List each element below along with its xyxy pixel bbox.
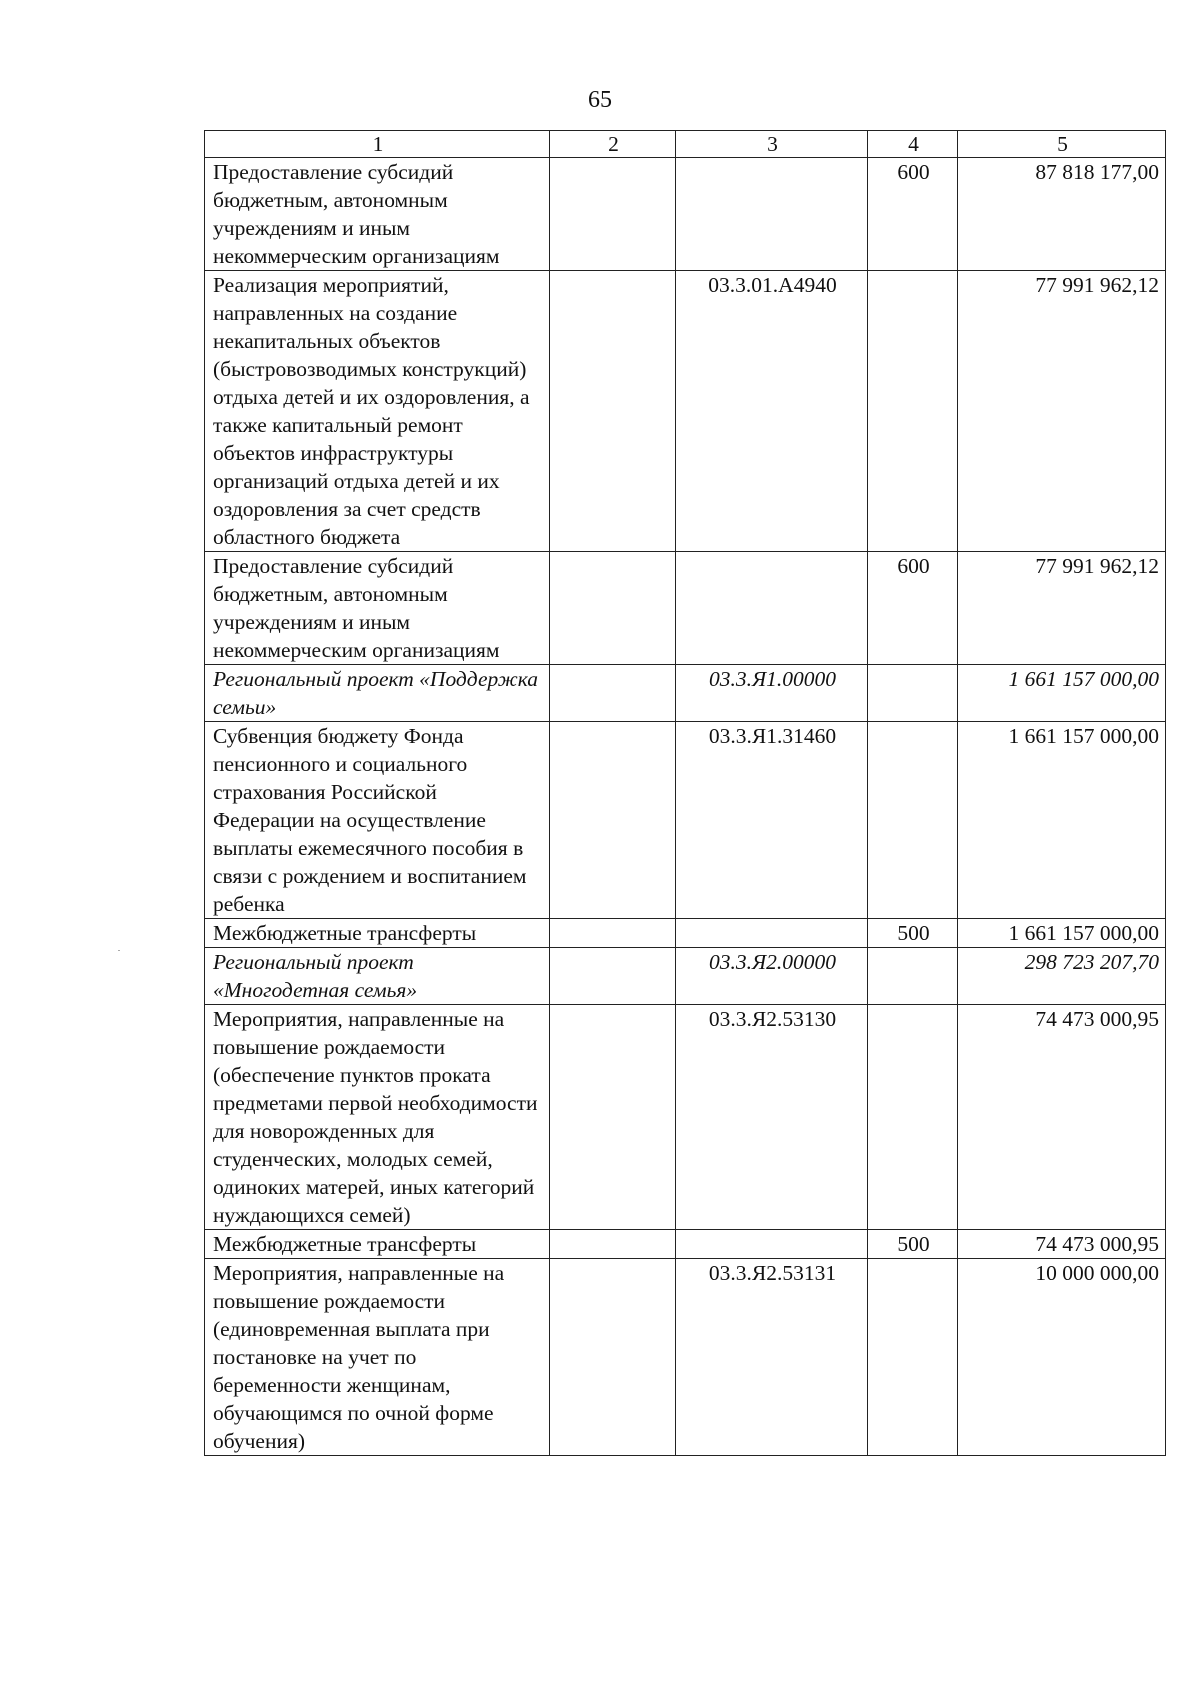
- row-name: Региональный проект «Поддержка семьи»: [205, 665, 550, 722]
- row-amount: 1 661 157 000,00: [958, 722, 1166, 919]
- row-code: 03.3.Я1.00000: [676, 665, 868, 722]
- row-code: 03.3.Я2.53130: [676, 1005, 868, 1230]
- row-col2: [550, 919, 676, 948]
- table-row: [205, 271, 1166, 552]
- table-row: [205, 919, 1166, 948]
- row-name: Межбюджетные трансферты: [205, 1230, 550, 1259]
- row-col2: [550, 1259, 676, 1456]
- row-name: Региональный проект «Многодетная семья»: [205, 948, 550, 1005]
- row-name: Межбюджетные трансферты: [205, 919, 550, 948]
- table-row: [205, 1230, 1166, 1259]
- row-code: [676, 919, 868, 948]
- row-type: [868, 271, 958, 552]
- row-name: Мероприятия, направленные на повышение рождаемости (единовременная выплата при постановке на учет по беременности женщинам, обучающимся по очной форме обучения): [205, 1259, 550, 1456]
- row-type: [868, 1005, 958, 1230]
- table-body: [205, 158, 1166, 1456]
- row-type: 600: [868, 158, 958, 271]
- row-code: 03.3.Я2.53131: [676, 1259, 868, 1456]
- row-col2: [550, 158, 676, 271]
- row-amount: 74 473 000,95: [958, 1230, 1166, 1259]
- row-type: 600: [868, 552, 958, 665]
- row-type: 500: [868, 919, 958, 948]
- table-header-row: [205, 131, 1166, 158]
- row-col2: [550, 1005, 676, 1230]
- row-code: 03.3.Я2.00000: [676, 948, 868, 1005]
- row-type: [868, 1259, 958, 1456]
- row-code: 03.3.Я1.31460: [676, 722, 868, 919]
- row-col2: [550, 665, 676, 722]
- row-amount: 87 818 177,00: [958, 158, 1166, 271]
- row-col2: [550, 1230, 676, 1259]
- column-header-2: 2: [550, 131, 676, 158]
- row-col2: [550, 722, 676, 919]
- row-col2: [550, 948, 676, 1005]
- table-row: [205, 158, 1166, 271]
- row-code: [676, 552, 868, 665]
- row-code: 03.3.01.А4940: [676, 271, 868, 552]
- row-amount: 10 000 000,00: [958, 1259, 1166, 1456]
- row-name: Предоставление субсидий бюджетным, автономным учреждениям и иным некоммерческим организациям: [205, 552, 550, 665]
- row-amount: 1 661 157 000,00: [958, 665, 1166, 722]
- row-amount: 298 723 207,70: [958, 948, 1166, 1005]
- table-row: [205, 1005, 1166, 1230]
- scan-speck: [118, 950, 120, 951]
- row-amount: 77 991 962,12: [958, 552, 1166, 665]
- row-code: [676, 1230, 868, 1259]
- row-col2: [550, 271, 676, 552]
- column-header-5: 5: [958, 131, 1166, 158]
- row-name: Мероприятия, направленные на повышение рождаемости (обеспечение пунктов проката предметами первой необходимости для новорожденных для студенческих, молодых семей, одиноких матерей, иных категорий нуждающихся семей): [205, 1005, 550, 1230]
- row-type: [868, 948, 958, 1005]
- row-col2: [550, 552, 676, 665]
- column-header-3: 3: [676, 131, 868, 158]
- row-amount: 74 473 000,95: [958, 1005, 1166, 1230]
- table-row: [205, 552, 1166, 665]
- budget-table: [204, 130, 1166, 1456]
- row-amount: 77 991 962,12: [958, 271, 1166, 552]
- row-type: [868, 665, 958, 722]
- row-name: Предоставление субсидий бюджетным, автономным учреждениям и иным некоммерческим организациям: [205, 158, 550, 271]
- row-code: [676, 158, 868, 271]
- table-row: [205, 1259, 1166, 1456]
- column-header-1: 1: [205, 131, 550, 158]
- row-type: 500: [868, 1230, 958, 1259]
- column-header-4: 4: [868, 131, 958, 158]
- table-row: [205, 722, 1166, 919]
- table-row: [205, 665, 1166, 722]
- page-number: 65: [588, 87, 612, 113]
- row-name: Реализация мероприятий, направленных на создание некапитальных объектов (быстровозводимых конструкций) отдыха детей и их оздоровления, а также капитальный ремонт объектов инфраструктуры организаций отдыха детей и их оздоровления за счет средств областного бюджета: [205, 271, 550, 552]
- row-amount: 1 661 157 000,00: [958, 919, 1166, 948]
- table-row: [205, 948, 1166, 1005]
- row-name: Субвенция бюджету Фонда пенсионного и социального страхования Российской Федерации на осуществление выплаты ежемесячного пособия в связи с рождением и воспитанием ребенка: [205, 722, 550, 919]
- row-type: [868, 722, 958, 919]
